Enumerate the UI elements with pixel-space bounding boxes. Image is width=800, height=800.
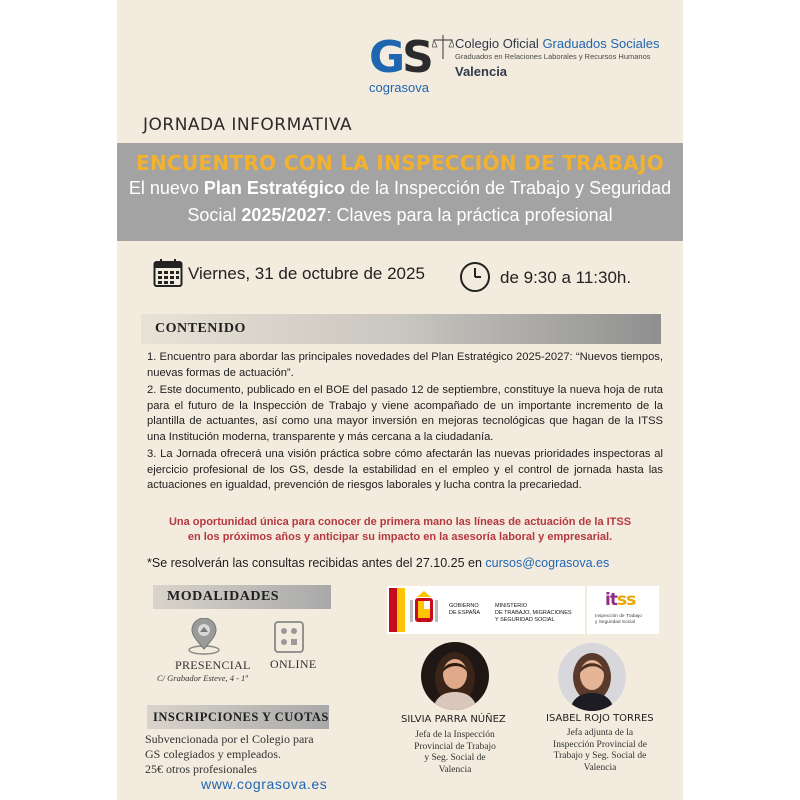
scales-emblem-icon bbox=[432, 34, 454, 60]
gobierno-text: GOBIERNO DE ESPAÑA bbox=[449, 603, 481, 616]
speaker-photo bbox=[558, 643, 626, 711]
inscripciones-heading: INSCRIPCIONES Y CUOTAS bbox=[147, 705, 329, 729]
title-band bbox=[117, 143, 683, 241]
itss-subtitle: Inspección de Trabajo y Seguridad Social bbox=[595, 614, 642, 625]
website-link[interactable]: www.cograsova.es bbox=[201, 776, 328, 792]
clock-icon bbox=[459, 261, 491, 293]
presencial-label: PRESENCIAL bbox=[175, 658, 251, 672]
logo-subtitle: cograsova bbox=[369, 80, 429, 95]
speaker-name: ISABEL ROJO TORRES bbox=[546, 713, 654, 724]
contenido-body bbox=[147, 350, 663, 494]
event-title: ENCUENTRO CON LA INSPECCIÓN DE TRABAJO bbox=[135, 151, 664, 175]
video-call-icon bbox=[272, 620, 306, 654]
online-label: ONLINE bbox=[270, 657, 317, 671]
org-subtitle: Graduados en Relaciones Laborales y Recursos Humanos bbox=[455, 52, 651, 61]
venue-address: C/ Grabador Esteve, 4 - 1ª bbox=[157, 673, 248, 683]
contenido-item: 3. La Jornada ofrecerá una visión práctica sobre cómo afectarán las nuevas prioridades inspectoras al ejercicio profesional de los GS, desde la estabilidad en el empleo y el control de jornada hasta las actuaciones en igualdad, prevención de riesgos laborales y lucha contra la precariedad. bbox=[147, 448, 663, 491]
itss-wordmark: itss bbox=[605, 590, 636, 610]
event-subtitle-line-1: El nuevo Plan Estratégico de la Inspección de Trabajo y Seguridad bbox=[128, 178, 672, 198]
speaker-photo bbox=[421, 642, 489, 710]
contact-email-link[interactable]: cursos@cograsova.es bbox=[485, 556, 610, 570]
poster bbox=[117, 0, 683, 800]
calendar-icon bbox=[153, 258, 183, 288]
contenido-heading: CONTENIDO bbox=[141, 314, 661, 344]
itss-logo bbox=[587, 586, 659, 634]
event-kicker: JORNADA INFORMATIVA bbox=[143, 115, 353, 135]
speaker-role: Jefa de la Inspección Provincial de Trabajo y Seg. Social de Valencia bbox=[414, 730, 496, 775]
gobierno-logo bbox=[387, 586, 585, 634]
org-name: Colegio Oficial Graduados Sociales bbox=[455, 36, 660, 51]
org-city: Valencia bbox=[455, 64, 508, 79]
event-time: de 9:30 a 11:30h. bbox=[500, 268, 632, 287]
spain-coat-of-arms-icon bbox=[389, 588, 445, 632]
highlight-text: Una oportunidad única para conocer de primera mano las líneas de actuación de la ITSS en los próximos años y anticipar su impacto en la asesoría laboral y empresarial. bbox=[168, 516, 632, 543]
inscripciones-details: Subvencionada por el Colegio para GS colegiados y empleados. 25€ otros profesionales bbox=[145, 732, 314, 776]
questions-note: *Se resolverán las consultas recibidas antes del 27.10.25 en cursos@cograsova.es bbox=[147, 556, 610, 570]
location-pin-icon bbox=[187, 618, 221, 656]
gs-logo: GS bbox=[369, 32, 431, 83]
modalidades-heading: MODALIDADES bbox=[153, 585, 331, 609]
contenido-item: 2. Este documento, publicado en el BOE del pasado 12 de septiembre, constituye la nueva hoja de ruta para el futuro de la Inspección de Trabajo y viene acompañado de un importante incremento de la plantilla de actuantes, así como una mayor inversión en mejoras tecnológicas que hagan de la ITSS una Institución moderna, transparente y más cercana a la ciudadanía. bbox=[147, 384, 663, 443]
speaker-role: Jefa adjunta de la Inspección Provincial de Trabajo y Seg. Social de Valencia bbox=[553, 728, 647, 773]
event-date: Viernes, 31 de octubre de 2025 bbox=[188, 264, 425, 283]
contenido-item: 1. Encuentro para abordar las principales novedades del Plan Estratégico 2025-2027: “Nuevos tiempos, nuevas formas de actuación”. bbox=[147, 351, 663, 379]
event-subtitle-line-2: Social 2025/2027: Claves para la práctica profesional bbox=[187, 205, 613, 225]
ministerio-text: MINISTERIO DE TRABAJO, MIGRACIONES Y SEGURIDAD SOCIAL bbox=[495, 603, 572, 623]
speaker-name: SILVIA PARRA NÚÑEZ bbox=[401, 714, 506, 725]
